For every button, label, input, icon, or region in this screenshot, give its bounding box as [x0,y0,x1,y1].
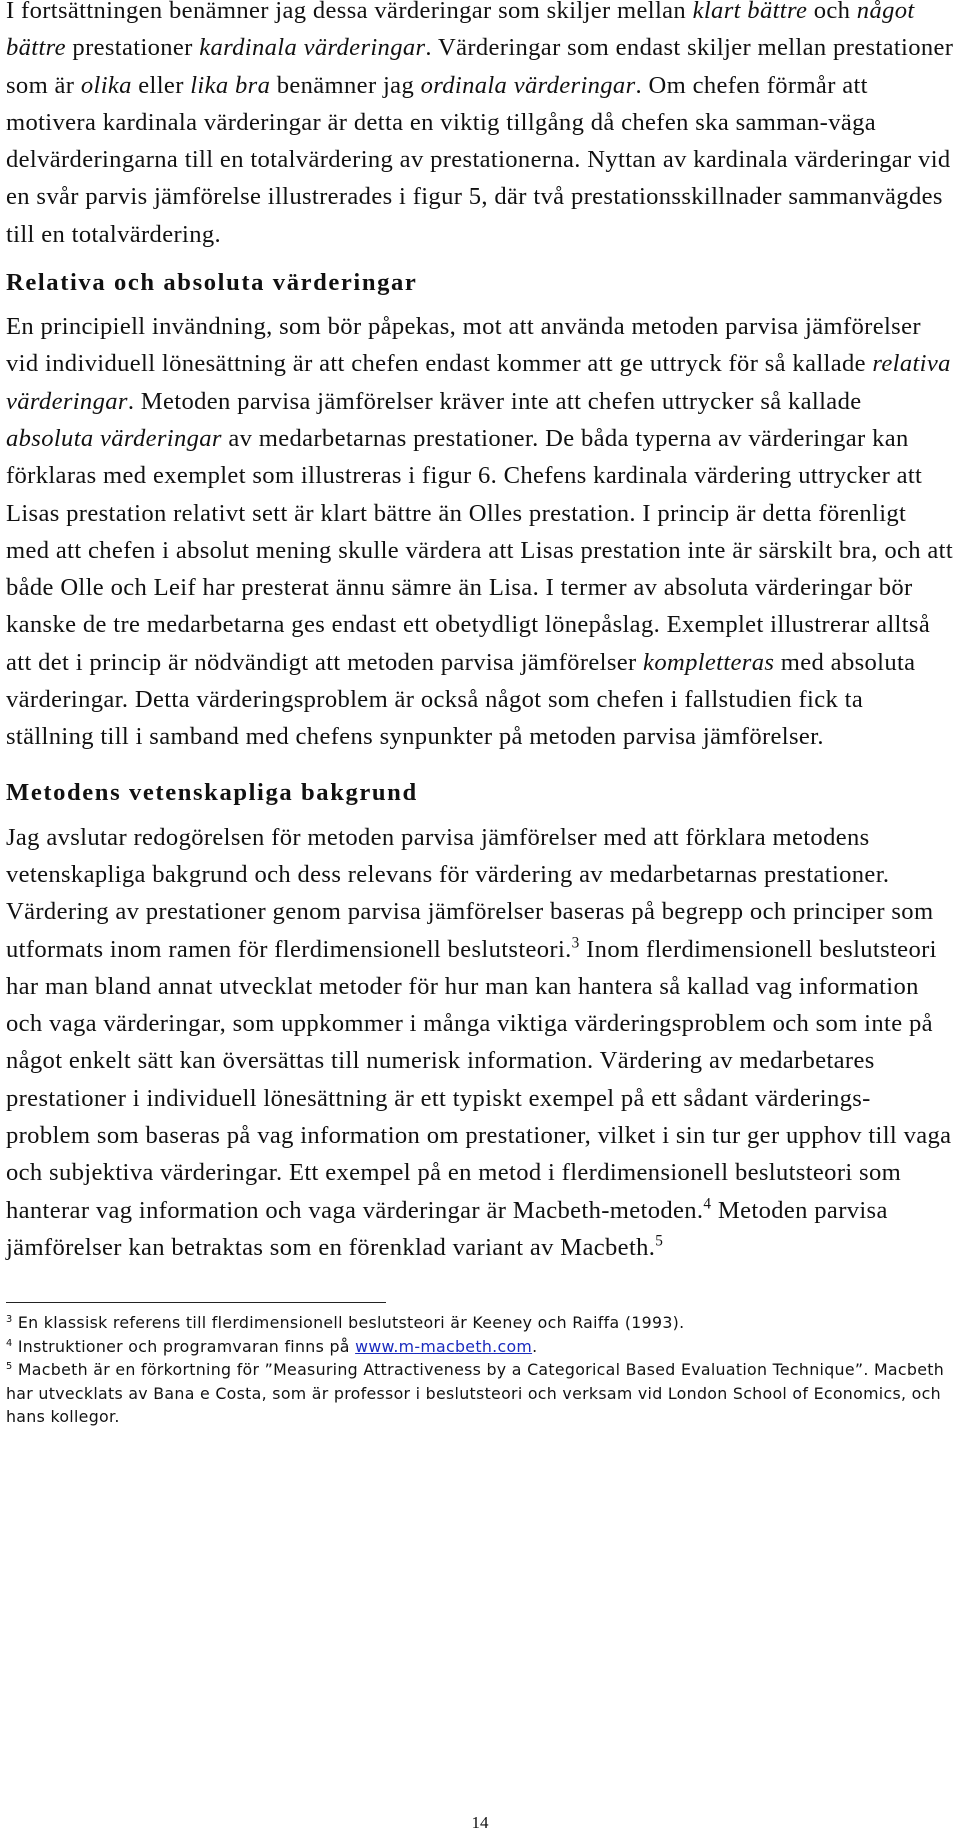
text-run: . Metoden parvisa jämförelser kräver inte att chefen uttrycker så kallade [127,387,862,415]
footnote-number: 4 [6,1337,13,1349]
text-run: En principiell invändning, som bör påpekas, mot att använda metoden parvisa jämförelser vid individuell lönesättning är att chefen endast kommer att ge uttryck för så kallade [6,313,921,378]
section-heading-relativa: Relativa och absoluta värderingar [6,269,418,297]
italic-term: ordinala värderingar [420,71,636,99]
footnote-divider [6,1302,386,1303]
text-run: prestationer [65,34,200,62]
text-run: Inom flerdimensionell beslutsteori har man bland annat utvecklat metoder för hur man kan hantera så kallad vag information och vaga värderingar, som uppkommer i många viktiga värderingsproblem och som inte på något enkelt sätt kan översättas till numerisk information. Värdering av medarbetares prestationer i individuell lönesättning är ett typiskt exempel på ett sådant värderings-problem som baseras på vag information om prestationer, vilket i sin tur ger upphov till vaga och subjektiva värderingar. Ett exempel på en metod i flerdimensionell beslutsteori som hanterar vag information och vaga värderingar är Macbeth-metoden. [6,935,952,1224]
text-run: Metoden parvisa jämförelser kan betraktas som en förenklad variant av Macbeth. [6,1196,888,1261]
text-run: . Om chefen förmår att motivera kardinala värderingar är detta en viktig tillgång då chefen ska samman-väga delvärderingarna till en totalvärdering av prestationerna. Nyttan av kardinala värderingar vid en svår parvis jämförelse illustrerades i figur 5, där två prestationsskillnader sammanvägdes till en totalvärdering. [6,71,951,248]
footnote-text: Instruktioner och programvaran finns på [12,1336,356,1356]
text-run: med absoluta värderingar. Detta värderingsproblem är också något som chefen i fallstudien fick ta ställning till i samband med chefens synpunkter på metoden parvisa jämförelser. [6,648,916,751]
footnote-ref-4[interactable]: 4 [703,1195,712,1213]
footnote-4 [6,1335,954,1359]
paragraph-kardinala-varderingar [6,0,954,253]
footnote-3 [6,1311,954,1335]
document-page [6,0,954,1429]
italic-term: absoluta värderingar [6,424,222,452]
text-run: av medarbetarnas prestationer. De båda typerna av värderingar kan förklaras med exemplet som illustreras i figur 6. Chefens kardinala värdering uttrycker att Lisas prestation relativt sett är klart bättre än Olles prestation. I princip är detta förenligt med att chefen i absolut mening skulle värdera att Lisas prestation inte är särskilt bra, och att både Olle och Leif har presterat ännu sämre än Lisa. I termer av absoluta värderingar bör kanske de tre medarbetarna ges endast ett obetydligt lönepåslag. Exemplet illustrerar alltså att det i princip är nödvändigt att metoden parvisa jämförelser [6,424,954,676]
page-number: 14 [471,1813,489,1832]
paragraph-vetenskaplig-bakgrund [6,819,954,1267]
footnote-ref-3[interactable]: 3 [571,934,580,952]
italic-term: klart bättre [692,0,808,24]
footnote-5 [6,1358,954,1429]
section-heading-vetenskapliga: Metodens vetenskapliga bakgrund [6,778,418,806]
footnote-number: 5 [6,1361,13,1373]
italic-term: kardinala värderingar [199,34,426,62]
italic-term: olika [80,71,132,99]
text-run: Jag avslutar redogörelsen för metoden parvisa jämförelser med att förklara metodens vetenskapliga bakgrund och dess relevans för värdering av medarbetarnas prestationer. Värdering av prestationer genom parvisa jämförelser baseras på begrepp och principer som utformats inom ramen för flerdimensionell beslutsteori. [6,823,934,963]
text-run: eller [131,71,191,99]
italic-term: relativa värderingar [6,350,951,415]
footnote-ref-5[interactable]: 5 [655,1232,664,1250]
text-run: I fortsättningen benämner jag dessa värderingar som skiljer mellan [6,0,693,24]
footnote-text: . [532,1336,538,1356]
text-run: benämner jag [270,71,421,99]
footnote-text: Macbeth är en förkortning för ”Measuring Attractiveness by a Categorical Based Evaluation Technique”. Macbeth har utvecklats av Bana e Costa, som är professor i beslutsteori och verksam vid London School of Economics, och hans kollegor. [6,1360,945,1427]
footnote-text: En klassisk referens till flerdimensionell beslutsteori är Keeney och Raiffa (1993). [12,1313,685,1333]
macbeth-website-link[interactable]: www.m-macbeth.com [355,1336,533,1356]
text-run: . Värderingar som endast skiljer mellan prestationer som är [6,34,954,99]
italic-term: kompletteras [643,648,775,676]
italic-term: något bättre [6,0,915,62]
footnote-number: 3 [6,1314,13,1326]
footnotes [6,1311,954,1429]
paragraph-relativa-absoluta [6,308,954,756]
italic-term: lika bra [190,71,271,99]
text-run: och [807,0,857,24]
